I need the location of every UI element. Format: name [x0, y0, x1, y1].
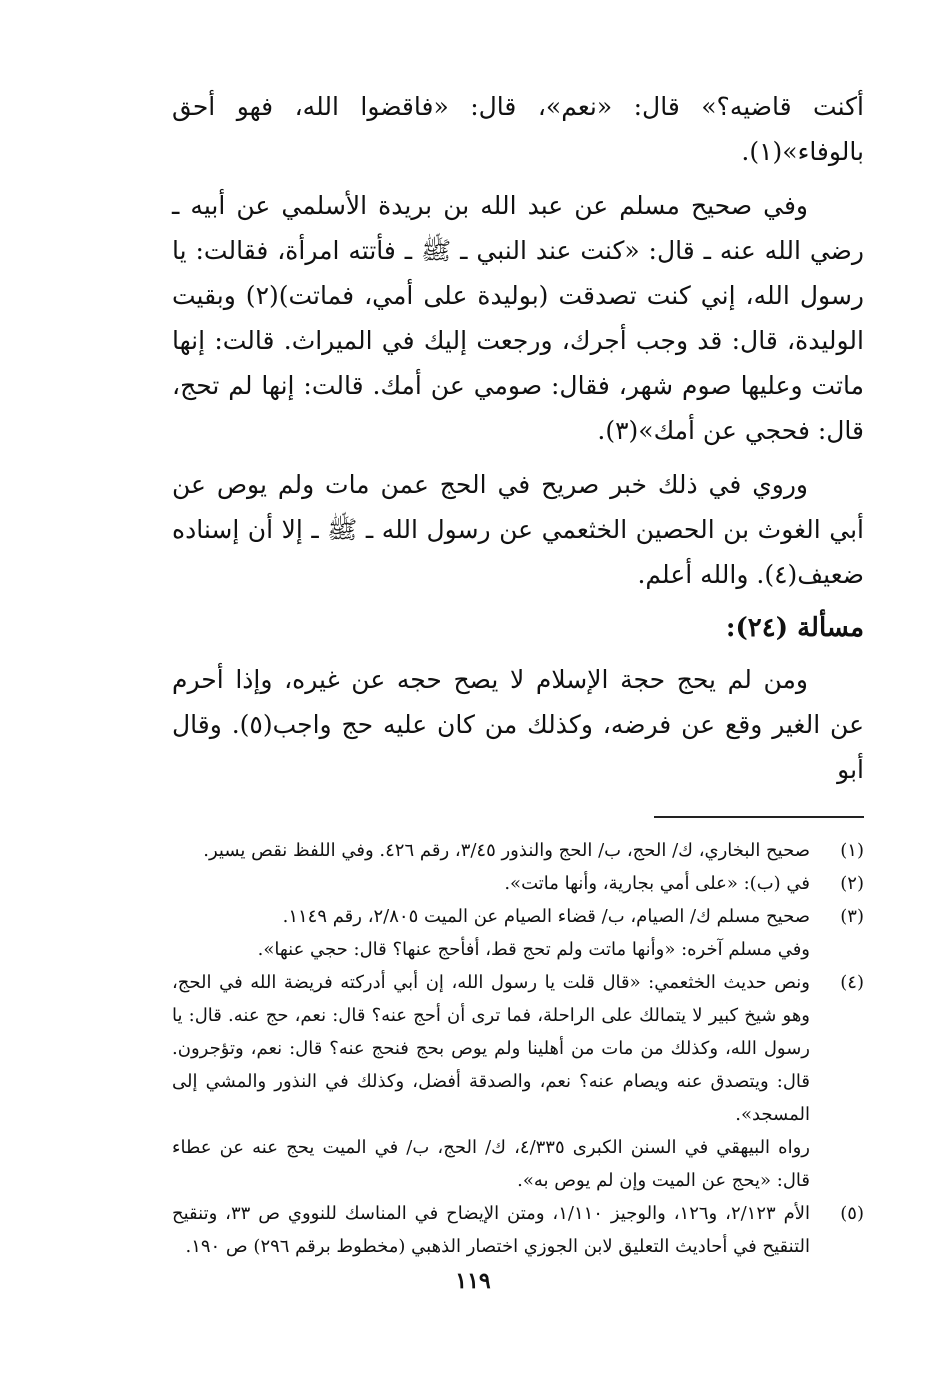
footnote-text [172, 867, 810, 900]
footnote-number: (٤) [840, 972, 864, 993]
footnote-line: في (ب): «على أمي بجارية، وأنها ماتت». [504, 873, 810, 894]
footnote-item [172, 966, 864, 1197]
body-paragraph-4: ومن لم يحج حجة الإسلام لا يصح حجه عن غيره، وإذا أحرم عن الغير وقع عن فرضه، وكذلك من كان عليه حج واجب(٥). وقال أبو [172, 665, 864, 784]
footnote-text [172, 834, 810, 867]
footnotes [172, 834, 864, 1263]
footnote-number: (١) [840, 840, 864, 861]
footnote-item [172, 867, 864, 900]
body-paragraph-1: أكنت قاضيه؟» قال: «نعم»، قال: «فاقضوا الله، فهو أحق بالوفاء»(١). [172, 92, 864, 166]
footnote-text [172, 966, 810, 1197]
footnote-number: (٣) [840, 906, 864, 927]
body-paragraph-2: وفي صحيح مسلم عن عبد الله بن بريدة الأسلمي عن أبيه ـ رضي الله عنه ـ قال: «كنت عند النبي ـ ﷺ ـ فأتته امرأة، فقالت: يا رسول الله، إني كنت تصدقت (بوليدة على أمي، فماتت)(٢) وبقيت الوليدة، قال: قد وجب أجرك، ورجعت إليك في الميراث. قالت: إنها ماتت وعليها صوم شهر، فقال: صومي عن أمك. قالت: إنها لم تحج، قال: فحجي عن أمك»(٣). [172, 191, 864, 445]
footnote-line: صحيح البخاري، ك/ الحج، ب/ الحج والنذور ٣/٤٥، رقم ٤٢٦. وفي اللفظ نقص يسير. [203, 840, 810, 861]
footnote-number: (٥) [840, 1203, 864, 1224]
footnote-text [172, 1197, 810, 1263]
body-paragraph-3: وروي في ذلك خبر صريح في الحج عمن مات ولم يوص عن أبي الغوث بن الحصين الخثعمي عن رسول الله ـ ﷺ ـ إلا أن إسناده ضعيف(٤). والله أعلم. [172, 470, 864, 589]
footnote-text [172, 900, 810, 966]
section-heading: مسألة (٢٤): [725, 613, 864, 643]
footnote-line: وفي مسلم آخره: «وأنها ماتت ولم تحج قط، أفأحج عنها؟ قال: حجي عنها». [257, 939, 810, 960]
footnote-item [172, 900, 864, 966]
footnote-line: رواه البيهقي في السنن الكبرى ٤/٣٣٥، ك/ الحج، ب/ في الميت يحج عنه عن عطاء قال: «يحج عن الميت وإن لم يوص به». [172, 1137, 810, 1191]
footnote-line: ونص حديث الخثعمي: «قال قلت يا رسول الله، إن أبي أدركته فريضة الله في الحج، وهو شيخ كبير لا يتمالك على الراحلة، فما ترى أن أحج عنه؟ قال: نعم، حج عنه. قال: يا رسول الله، وكذلك من مات من أهلينا ولم يوص بحج فنحج عنه؟ قال: نعم، وتؤجرون. قال: ويتصدق عنه ويصام عنه؟ نعم، والصدقة أفضل، وكذلك في النذور والمشي إلى المسجد». [172, 972, 810, 1125]
footnote-line: الأم ٢/١٢٣، و١٢٦، والوجيز ١/١١٠، ومتن الإيضاح في المناسك للنووي ص ٣٣، وتنقيح التنقيح في أحاديث التعليق لابن الجوزي اختصار الذهبي (مخطوط برقم ٢٩٦) ص ١٩٠. [172, 1203, 810, 1257]
page-number: ١١٩ [455, 1268, 491, 1294]
footnote-line: صحيح مسلم ك/ الصيام، ب/ قضاء الصيام عن الميت ٢/٨٠٥، رقم ١١٤٩. [282, 906, 810, 927]
footnote-divider [654, 816, 864, 818]
page-content [172, 84, 864, 1263]
footnote-item [172, 1197, 864, 1263]
footnote-item [172, 834, 864, 867]
footnote-number: (٢) [840, 873, 864, 894]
